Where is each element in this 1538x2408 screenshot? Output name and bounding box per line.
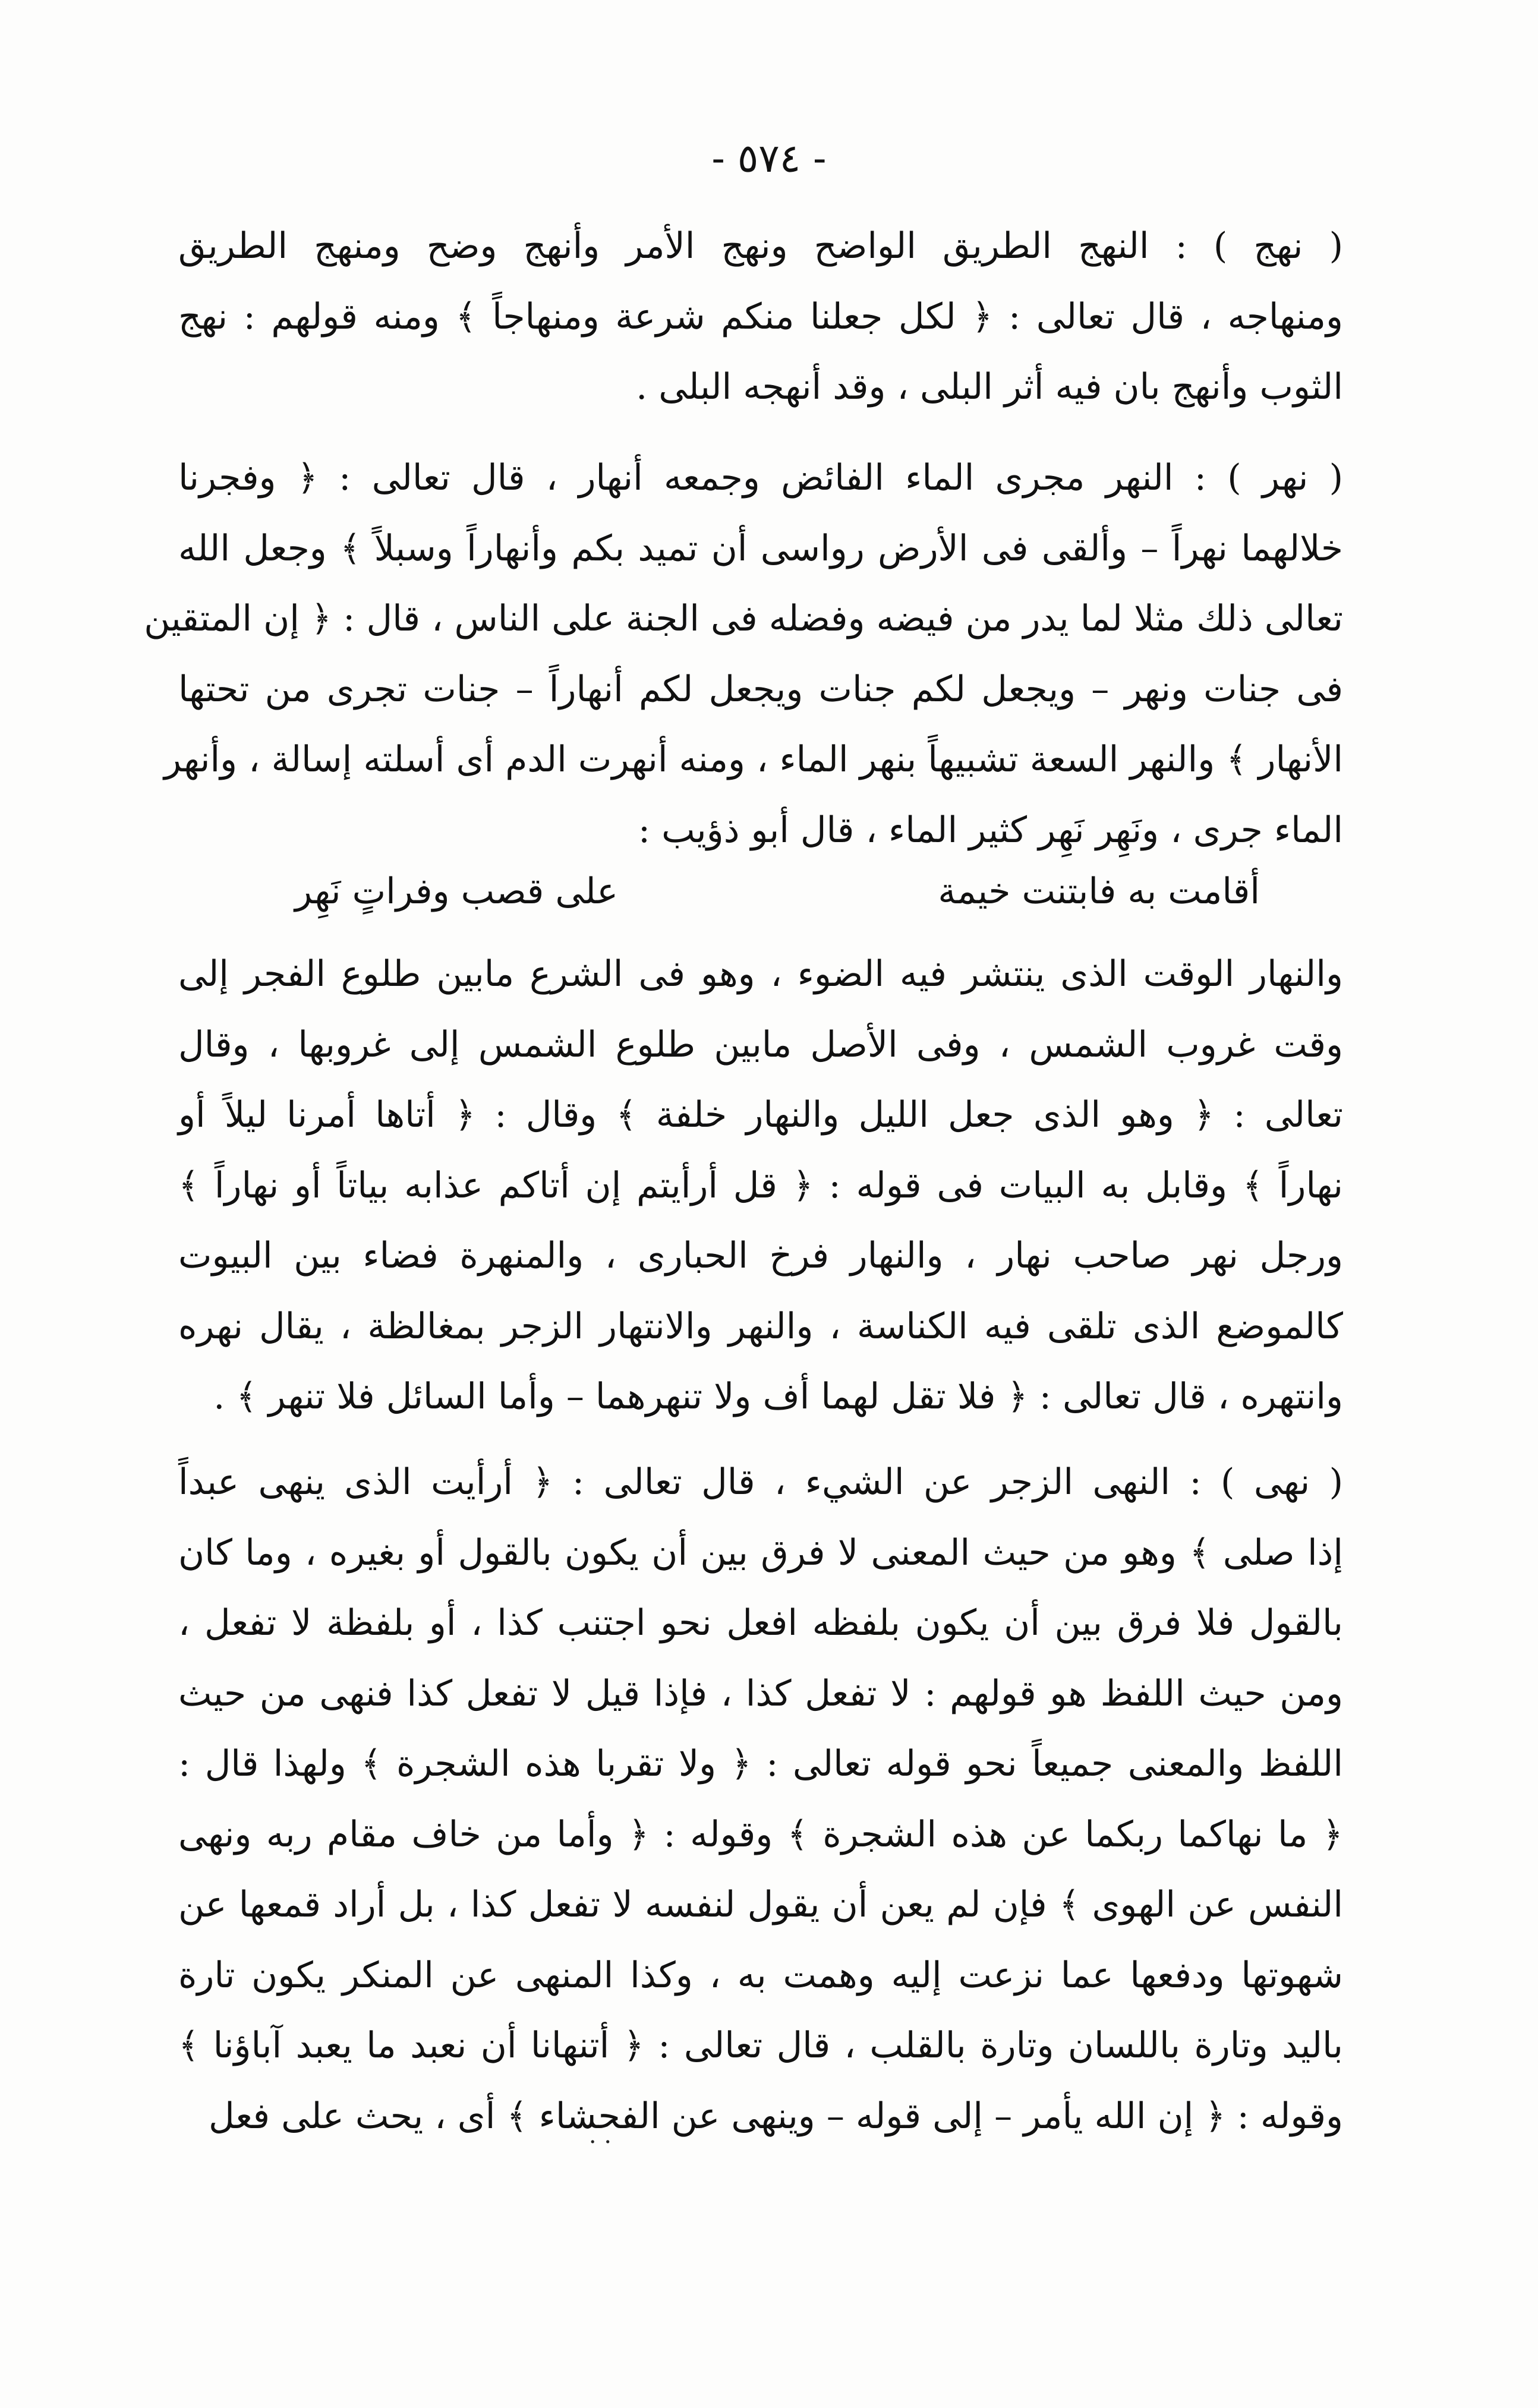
footer-marks: · · bbox=[588, 2129, 612, 2156]
text-line: نهاراً ﴾ وقابل به البيات فى قوله : ﴿ قل أرأيتم إن أتاكم عذابه بياتاً أو نهاراً ﴾ bbox=[178, 1164, 1343, 1206]
text-line: باليد وتارة باللسان وتارة بالقلب ، قال تعالى : ﴿ أتنهانا أن نعبد ما يعبد آباؤنا ﴾ bbox=[178, 2025, 1343, 2066]
entry-nahr bbox=[144, 443, 1343, 865]
text-line: الثوب وأنهج بان فيه أثر البلى ، وقد أنهجه البلى . bbox=[636, 366, 1343, 408]
text-line: الماء جرى ، ونَهِر نَهِر كثير الماء ، قال أبو ذؤيب : bbox=[638, 809, 1343, 851]
text-line: تعالى ذلك مثلا لما يدر من فيضه وفضله فى الجنة على الناس ، قال : ﴿ إن المتقين bbox=[144, 598, 1343, 639]
text-line: ( نهى ) : النهى الزجر عن الشيء ، قال تعالى : ﴿ أرأيت الذى ينهى عبداً bbox=[178, 1461, 1343, 1503]
entry-nahj bbox=[178, 211, 1343, 423]
text-line: فى جنات ونهر – ويجعل لكم جنات ويجعل لكم أنهاراً – جنات تجرى من تحتها bbox=[178, 668, 1343, 710]
text-line: الأنهار ﴾ والنهر السعة تشبيهاً بنهر الماء ، ومنه أنهرت الدم أى أسلته إسالة ، وأنهر bbox=[163, 739, 1343, 780]
verse-hemistich-first: أقامت به فابتنت خيمة bbox=[938, 871, 1260, 912]
text-line: شهوتها ودفعها عما نزعت إليه وهمت به ، وكذا المنهى عن المنكر يكون تارة bbox=[178, 1954, 1343, 1996]
text-line: خلالهما نهراً – وألقى فى الأرض رواسى أن تميد بكم وأنهاراً وسبلاً ﴾ وجعل الله bbox=[178, 527, 1343, 569]
text-line: ( نهر ) : النهر مجرى الماء الفائض وجمعه أنهار ، قال تعالى : ﴿ وفجرنا bbox=[178, 457, 1343, 499]
text-line: والنهار الوقت الذى ينتشر فيه الضوء ، وهو فى الشرع مابين طلوع الفجر إلى bbox=[178, 953, 1343, 995]
text-line: وقت غروب الشمس ، وفى الأصل مابين طلوع الشمس إلى غروبها ، وقال bbox=[178, 1023, 1343, 1066]
text-line: وانتهره ، قال تعالى : ﴿ فلا تقل لهما أف ولا تنهرهما – وأما السائل فلا تنهر ﴾ . bbox=[213, 1376, 1343, 1417]
text-line: ومنهاجه ، قال تعالى : ﴿ لكل جعلنا منكم شرعة ومنهاجاً ﴾ ومنه قولهم : نهج bbox=[178, 295, 1343, 338]
page-number: - ٥٧٤ - bbox=[711, 135, 827, 181]
text-line: النفس عن الهوى ﴾ فإن لم يعن أن يقول لنفسه لا تفعل كذا ، بل أراد قمعها عن bbox=[178, 1884, 1343, 1925]
text-line: وقوله : ﴿ إن الله يأمر – إلى قوله – وينهى عن الفحشاء ﴾ أى ، يحث على فعل bbox=[208, 2095, 1343, 2137]
entry-nahy bbox=[178, 1447, 1343, 2151]
text-line: تعالى : ﴿ وهو الذى جعل الليل والنهار خلفة ﴾ وقال : ﴿ أتاها أمرنا ليلاً أو bbox=[178, 1094, 1343, 1136]
text-line: ومن حيث اللفظ هو قولهم : لا تفعل كذا ، فإذا قيل لا تفعل كذا فنهى من حيث bbox=[178, 1672, 1343, 1714]
text-line: بالقول فلا فرق بين أن يكون بلفظه افعل نحو اجتنب كذا ، أو بلفظة لا تفعل ، bbox=[178, 1602, 1343, 1644]
verse-hemistich-second: على قصب وفراتٍ نَهِر bbox=[295, 871, 618, 912]
poetry-verse bbox=[178, 859, 1343, 924]
text-line: ﴿ ما نهاكما ربكما عن هذه الشجرة ﴾ وقوله : ﴿ وأما من خاف مقام ربه ونهى bbox=[178, 1813, 1343, 1855]
text-line: اللفظ والمعنى جميعاً نحو قوله تعالى : ﴿ ولا تقربا هذه الشجرة ﴾ ولهذا قال : bbox=[178, 1743, 1343, 1785]
text-line: ( نهج ) : النهج الطريق الواضح ونهج الأمر وأنهج وضح ومنهج الطريق bbox=[178, 225, 1343, 267]
text-line: إذا صلى ﴾ وهو من حيث المعنى لا فرق بين أن يكون بالقول أو بغيره ، وما كان bbox=[178, 1531, 1343, 1574]
entry-nahar bbox=[178, 939, 1343, 1432]
text-line: ورجل نهر صاحب نهار ، والنهار فرخ الحبارى ، والمنهرة فضاء بين البيوت bbox=[178, 1235, 1344, 1277]
text-line: كالموضع الذى تلقى فيه الكناسة ، والنهر والانتهار الزجر بمغالظة ، يقال نهره bbox=[178, 1305, 1344, 1347]
